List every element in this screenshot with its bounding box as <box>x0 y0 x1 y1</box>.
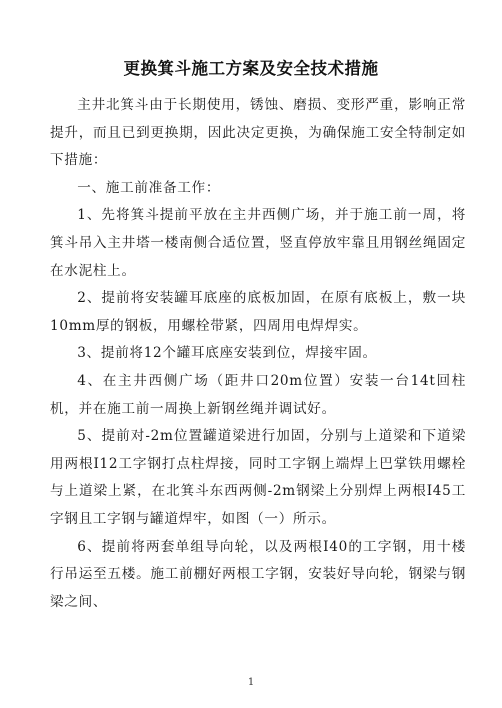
paragraph-intro: 主井北箕斗由于长期使用，锈蚀、磨损、变形严重，影响正常提升，而且已到更换期，因此决定更换，为确保施工安全特制定如下措施： <box>50 97 466 169</box>
paragraph-item-5: 5、提前对-2m位置罐道梁进行加固，分别与上道梁和下道梁用两根I12工字钢打点柱焊接，同时工字钢上端焊上巴掌铁用螺栓与上道梁上紧，在北箕斗东西两侧-2m钢梁上分别焊上两根I45工字钢且工字钢与罐道焊牢，如图（一）所示。 <box>50 428 466 527</box>
document-body <box>50 92 466 616</box>
paragraph-item-6: 6、提前将两套单组导向轮，以及两根I40的工字钢，用十楼行吊运至五楼。施工前棚好两根工字钢，安装好导向轮，钢梁与钢梁之间、 <box>50 538 466 610</box>
section-heading-preparation: 一、施工前准备工作： <box>77 179 221 196</box>
paragraph-item-1: 1、先将箕斗提前平放在主井西侧广场，并于施工前一周，将箕斗吊入主井塔一楼南侧合适位置，竖直停放牢靠且用钢丝绳固定在水泥柱上。 <box>50 207 466 279</box>
page-number: 1 <box>247 677 255 688</box>
page-title: 更换箕斗施工方案及安全技术措施 <box>123 59 379 78</box>
paragraph-item-3: 3、提前将12个罐耳底座安装到位，焊接牢固。 <box>77 345 377 362</box>
paragraph-item-4: 4、在主井西侧广场（距井口20m位置）安装一台14t回柱机，并在施工前一周换上新钢丝绳并调试好。 <box>50 372 466 417</box>
paragraph-item-2: 2、提前将安装罐耳底座的底板加固，在原有底板上，敷一块10mm厚的钢板，用螺栓带紧，四周用电焊焊实。 <box>50 290 466 334</box>
